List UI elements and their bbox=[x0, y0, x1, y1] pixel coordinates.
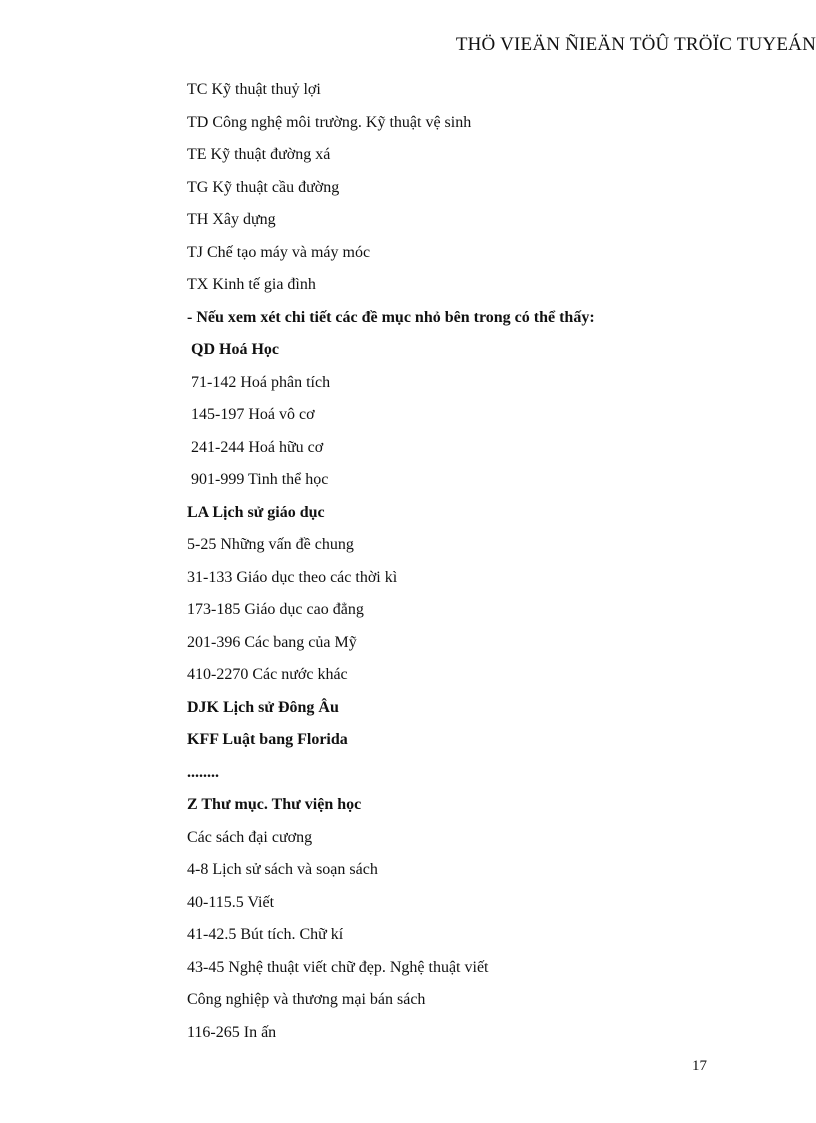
list-item: TH Xây dựng bbox=[187, 211, 276, 228]
list-item: Công nghiệp và thương mại bán sách bbox=[187, 991, 426, 1008]
page-number: 17 bbox=[692, 1058, 707, 1074]
list-item: TX Kinh tế gia đình bbox=[187, 276, 316, 293]
list-item: 173-185 Giáo dục cao đẳng bbox=[187, 601, 364, 618]
section-heading: Z Thư mục. Thư viện học bbox=[187, 796, 362, 813]
running-header: THÖ VIEÄN ÑIEÄN TÖÛ TRÖÏC TUYEÁN bbox=[455, 34, 816, 55]
list-item: 43-45 Nghệ thuật viết chữ đẹp. Nghệ thuật viết bbox=[187, 958, 489, 976]
list-item: TD Công nghệ môi trường. Kỹ thuật vệ sinh bbox=[187, 113, 472, 131]
section-heading: DJK Lịch sử Đông Âu bbox=[187, 698, 339, 716]
section-heading: KFF Luật bang Florida bbox=[187, 731, 348, 748]
list-item: 241-244 Hoá hữu cơ bbox=[191, 438, 324, 456]
section-heading: - Nếu xem xét chi tiết các đề mục nhỏ bên trong có thể thấy: bbox=[187, 308, 595, 326]
section-heading: LA Lịch sử giáo dục bbox=[187, 503, 325, 521]
list-item: 4-8 Lịch sử sách và soạn sách bbox=[187, 861, 378, 878]
list-item: Các sách đại cương bbox=[187, 828, 313, 846]
list-item: TG Kỹ thuật cầu đường bbox=[187, 178, 340, 196]
list-item: TJ Chế tạo máy và máy móc bbox=[187, 243, 371, 261]
list-item: TE Kỹ thuật đường xá bbox=[187, 146, 331, 163]
list-item: 41-42.5 Bút tích. Chữ kí bbox=[187, 926, 344, 943]
section-heading: QD Hoá Học bbox=[191, 341, 279, 358]
classification-list bbox=[187, 74, 595, 1049]
list-item: 5-25 Những vấn đề chung bbox=[187, 536, 354, 553]
list-item: 40-115.5 Viết bbox=[187, 893, 275, 911]
section-heading: ........ bbox=[187, 763, 219, 781]
list-item: 901-999 Tinh thể học bbox=[191, 471, 329, 488]
list-item: 116-265 In ấn bbox=[187, 1023, 277, 1041]
list-item: TC Kỹ thuật thuỷ lợi bbox=[187, 81, 321, 98]
list-item: 71-142 Hoá phân tích bbox=[191, 373, 331, 391]
list-item: 31-133 Giáo dục theo các thời kì bbox=[187, 568, 398, 586]
list-item: 145-197 Hoá vô cơ bbox=[191, 406, 315, 423]
list-item: 201-396 Các bang của Mỹ bbox=[187, 633, 357, 651]
list-item: 410-2270 Các nước khác bbox=[187, 666, 348, 683]
